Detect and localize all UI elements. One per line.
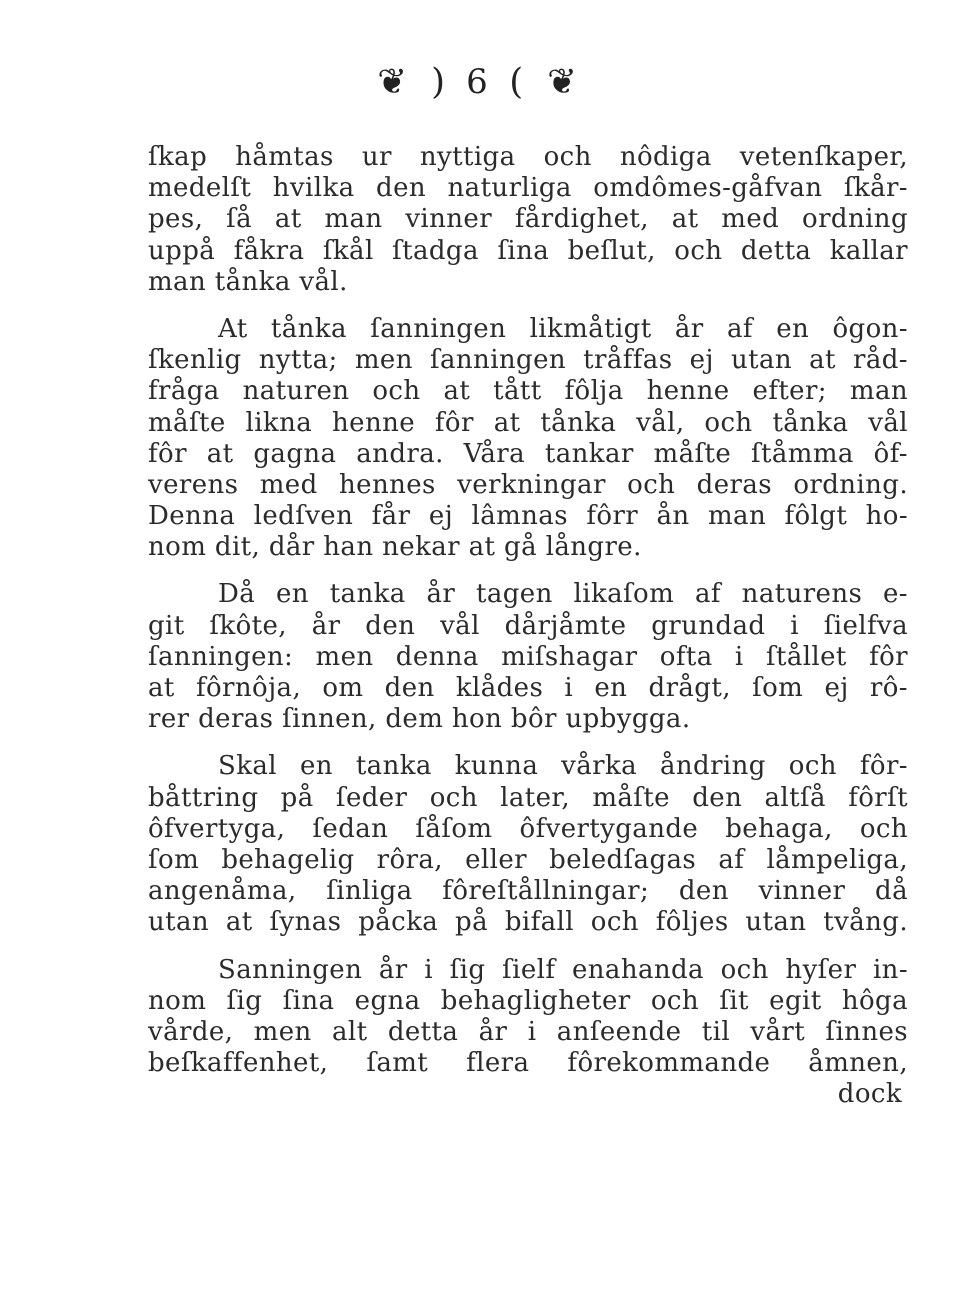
text-line: pes, ſå at man vinner fårdighet, at med ordning: [148, 204, 908, 235]
text-line: uppå fåkra ſkål ſtadga ſina beſlut, och detta kallar: [148, 235, 908, 266]
running-header: [0, 62, 960, 102]
text-line: At tånka ſanningen likmåtigt år af en ôgon-: [218, 313, 908, 344]
text-body: [148, 142, 908, 1110]
text-line: rer deras ſinnen, dem hon bôr upbygga.: [148, 704, 691, 735]
text-line: beſkaffenhet, ſamt flera fôrekommande åmnen,: [148, 1048, 908, 1079]
right-ornament: ( ❦: [508, 61, 583, 103]
text-line: måſte likna henne fôr at tånka vål, och tånka vål: [148, 407, 908, 438]
text-line: Sanningen år i ſig ſielf enahanda och hyſer in-: [218, 954, 908, 985]
text-line: medelſt hvilka den naturliga omdômes-gåfvan ſkår-: [148, 173, 908, 204]
text-line: Skal en tanka kunna vårka åndring och fôr-: [218, 751, 908, 782]
text-line: ſkap håmtas ur nyttiga och nôdiga vetenſkaper,: [148, 142, 908, 172]
page-number: 6: [466, 62, 494, 102]
text-line: ſkenlig nytta; men ſanningen tråffas ej utan at råd-: [148, 345, 908, 376]
paragraph: [148, 751, 908, 938]
paragraph: [148, 142, 908, 298]
text-line: angenåma, ſinliga fôreſtållningar; den vinner då: [148, 876, 908, 907]
text-line: utan at ſynas påcka på bifall och fôljes utan tvång.: [148, 907, 908, 938]
text-line: nom ſig ſina egna behagligheter och ſit egit hôga: [148, 985, 908, 1016]
paragraph: [148, 955, 908, 1080]
text-line: at fôrnôja, om den klådes i en drågt, ſom ej rô-: [148, 673, 908, 703]
text-line: man tånka vål.: [148, 266, 348, 297]
text-line: verens med hennes verkningar och deras ordning.: [148, 469, 908, 500]
text-line: git ſkôte, år den vål dårjåmte grundad i ſielfva: [148, 610, 908, 641]
catchword: dock: [837, 1079, 902, 1110]
text-line: Då en tanka år tagen likaſom af naturens e-: [218, 579, 908, 610]
text-line: ôfvertyga, ſedan ſåſom ôfvertygande behaga, och: [148, 813, 908, 844]
text-line: fråga naturen och at tått fôlja henne efter; man: [148, 376, 908, 407]
text-line: Denna ledſven får ej lâmnas fôrr ån man fôlgt ho-: [148, 501, 908, 532]
paragraph: [148, 579, 908, 735]
text-line: ſom behagelig rôra, eller beledſagas af låmpeliga,: [148, 844, 908, 875]
text-line: vårde, men alt detta år i anſeende til vårt ſinnes: [148, 1016, 908, 1047]
text-line: båttring på ſeder och later, måſte den altſå fôrſt: [148, 782, 908, 813]
text-line: fôr at gagna andra. Våra tankar måſte ſtåmma ôf-: [148, 438, 908, 469]
text-line: ſanningen: men denna miſshagar ofta i ſtållet fôr: [148, 641, 908, 672]
paragraph: [148, 314, 908, 564]
text-line: nom dit, dår han nekar at gå långre.: [148, 532, 642, 563]
left-ornament: ❦ ): [377, 61, 452, 103]
